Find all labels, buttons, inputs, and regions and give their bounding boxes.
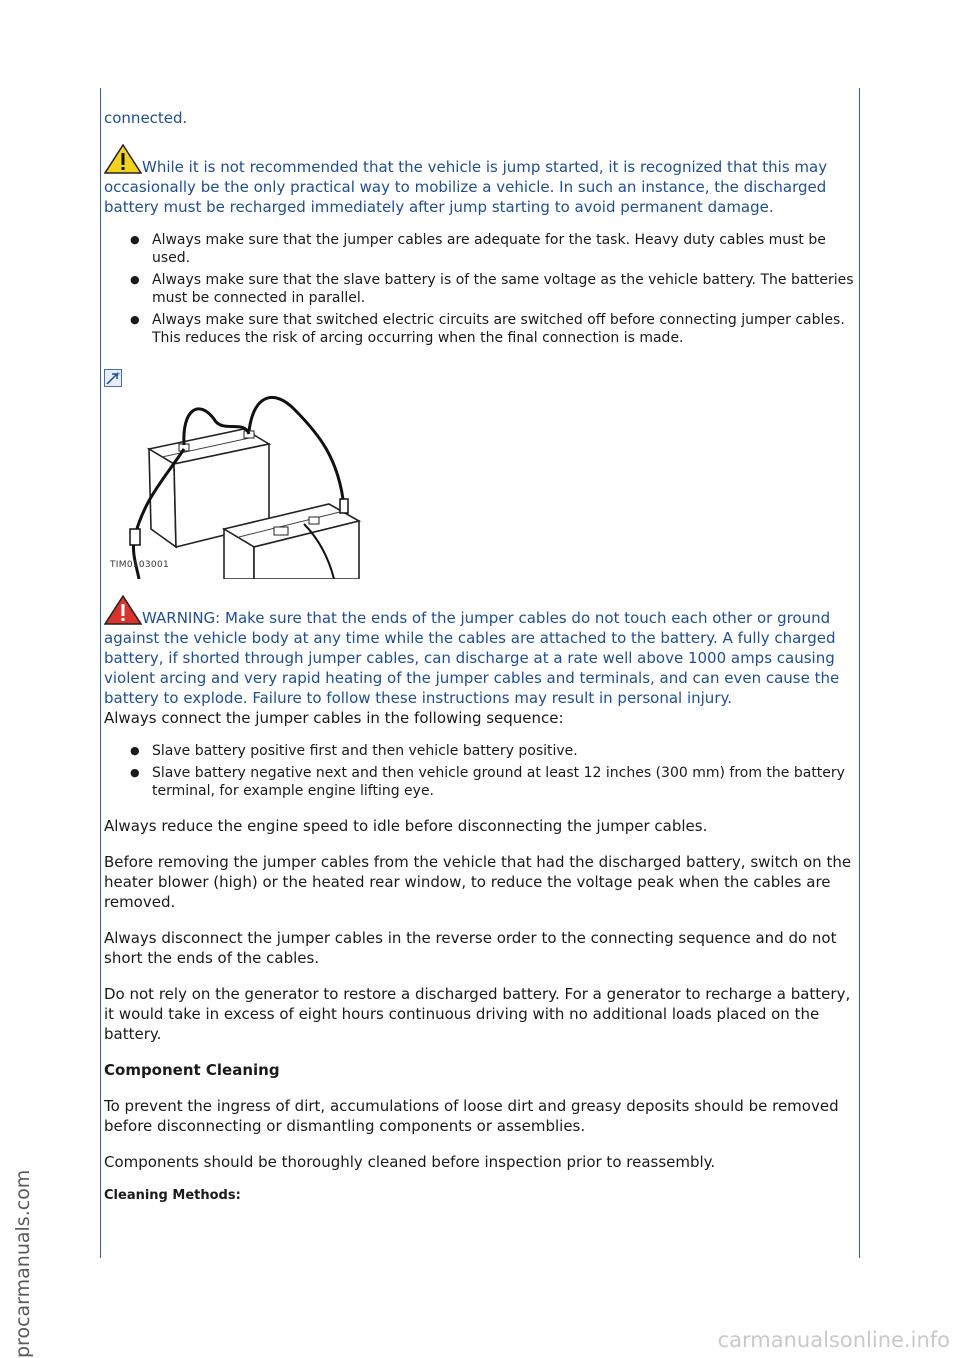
paragraph: Always disconnect the jumper cables in the reverse order to the connecting sequence and do not short the ends of the cables.	[104, 929, 837, 967]
list-item: ● Slave battery positive first and then vehicle battery positive.	[152, 742, 856, 760]
caution-note	[104, 144, 856, 217]
caution-text: While it is not recommended that the vehicle is jump started, it is recognized that this may occasionally be the only practical way to mobilize a vehicle. In such an instance, the discharged battery must be recharged immediately after jump starting to avoid permanent damage.	[104, 158, 828, 216]
warning-note	[104, 595, 856, 708]
left-margin-rule	[100, 88, 101, 1258]
battery-diagram	[104, 389, 384, 579]
list-item: ● Always make sure that the slave battery is of the same voltage as the vehicle battery. The batteries must be connected in parallel.	[152, 271, 856, 307]
manual-page-content	[104, 108, 856, 1206]
paragraph: Do not rely on the generator to restore a discharged battery. For a generator to recharge a battery, it would take in excess of eight hours continuous driving with no additional loads placed on the battery.	[104, 985, 851, 1043]
paragraph: To prevent the ingress of dirt, accumulations of loose dirt and greasy deposits should be removed before disconnecting or dismantling components or assemblies.	[104, 1097, 839, 1135]
list-item: ● Always make sure that the jumper cables are adequate for the task. Heavy duty cables must be used.	[152, 231, 856, 267]
side-watermark: procarmanuals.com	[12, 1169, 34, 1358]
svg-text:+: +	[115, 370, 121, 378]
warning-triangle-icon	[104, 595, 142, 625]
precaution-list	[104, 231, 856, 347]
jump-start-illustration	[104, 389, 384, 579]
warning-text: WARNING: Make sure that the ends of the jumper cables do not touch each other or ground against the vehicle body at any time while the cables are attached to the battery. A fully charged battery, if shorted through jumper cables, can discharge at a rate well above 1000 amps causing violent arcing and very rapid heating of the jumper cables and terminals, and can even cause the battery to explode. Failure to follow these instructions may result in personal injury.	[104, 609, 840, 707]
caution-triangle-icon	[104, 144, 142, 174]
paragraph: Before removing the jumper cables from the vehicle that had the discharged battery, switch on the heater blower (high) or the heated rear window, to reduce the voltage peak when the cables are removed.	[104, 853, 852, 911]
footer-watermark: carmanualsonline.info	[717, 1328, 950, 1352]
zoom-icon[interactable]	[104, 369, 122, 387]
section-heading: Component Cleaning	[104, 1061, 280, 1079]
intro-fragment: connected.	[104, 109, 188, 127]
sequence-intro: Always connect the jumper cables in the following sequence:	[104, 709, 564, 727]
right-margin-rule	[859, 88, 860, 1258]
list-item: ● Always make sure that switched electric circuits are switched off before connecting jumper cables. This reduces the risk of arcing occurring when the final connection is made.	[152, 311, 856, 347]
subsection-heading: Cleaning Methods:	[104, 1188, 241, 1203]
paragraph: Always reduce the engine speed to idle before disconnecting the jumper cables.	[104, 817, 708, 835]
paragraph: Components should be thoroughly cleaned before inspection prior to reassembly.	[104, 1153, 716, 1171]
list-item: ● Slave battery negative next and then vehicle ground at least 12 inches (300 mm) from the battery terminal, for example engine lifting eye.	[152, 764, 856, 800]
connection-sequence-list	[104, 742, 856, 800]
figure-label: TIM0103001	[110, 560, 169, 570]
